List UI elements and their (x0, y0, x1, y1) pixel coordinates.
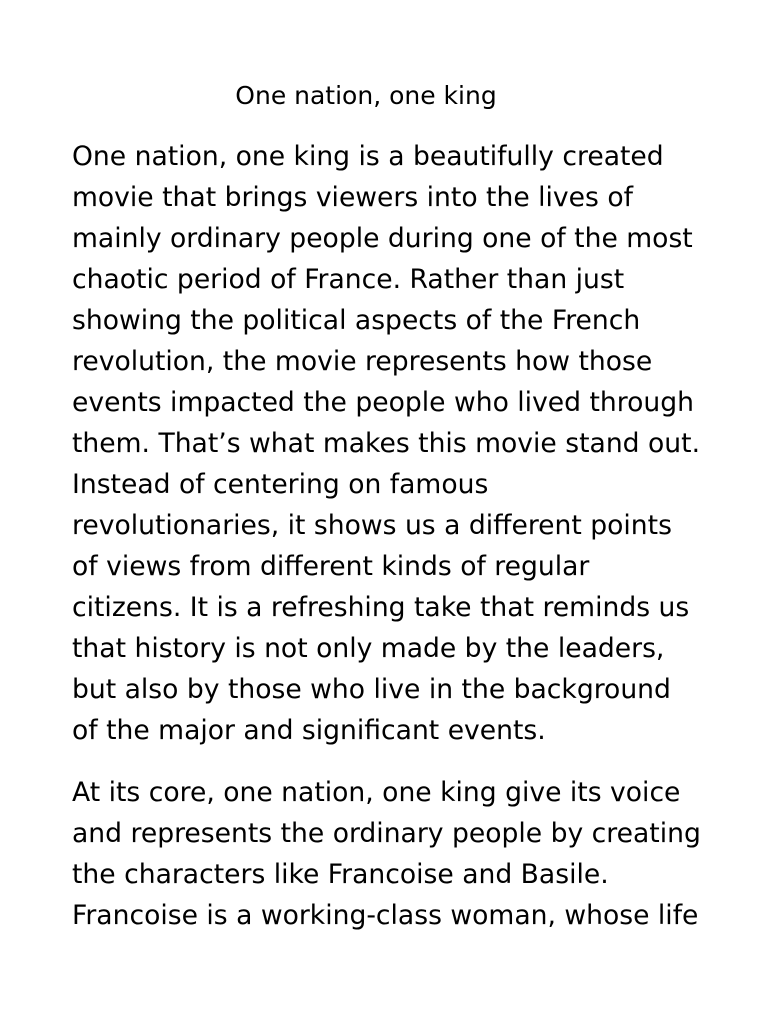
text-line: and represents the ordinary people by creating (72, 818, 701, 849)
text-line: citizens. It is a refreshing take that reminds us (72, 592, 690, 623)
text-line: them. That’s what makes this movie stand out. (72, 428, 701, 459)
text-line: movie that brings viewers into the lives of (72, 182, 633, 213)
text-line: the characters like Francoise and Basile. (72, 859, 609, 890)
text-line: Instead of centering on famous (72, 469, 489, 500)
text-line: Francoise is a working-class woman, whose life (72, 900, 699, 931)
text-line: showing the political aspects of the French (72, 305, 641, 336)
text-line: mainly ordinary people during one of the most (72, 223, 693, 254)
paragraph-1 (72, 136, 712, 751)
document-title: One nation, one king (235, 81, 497, 110)
text-line: One nation, one king is a beautifully created (72, 141, 664, 172)
text-line: revolution, the movie represents how those (72, 346, 653, 377)
text-line: events impacted the people who lived through (72, 387, 694, 418)
paragraph-2 (72, 772, 712, 936)
text-line: but also by those who live in the background (72, 674, 671, 705)
text-line: chaotic period of France. Rather than just (72, 264, 625, 295)
document-body (72, 136, 712, 957)
text-line: of views from different kinds of regular (72, 551, 590, 582)
text-line: that history is not only made by the leaders, (72, 633, 665, 664)
text-line: At its core, one nation, one king give its voice (72, 777, 681, 808)
text-line: revolutionaries, it shows us a different points (72, 510, 672, 541)
text-line: of the major and significant events. (72, 715, 546, 746)
